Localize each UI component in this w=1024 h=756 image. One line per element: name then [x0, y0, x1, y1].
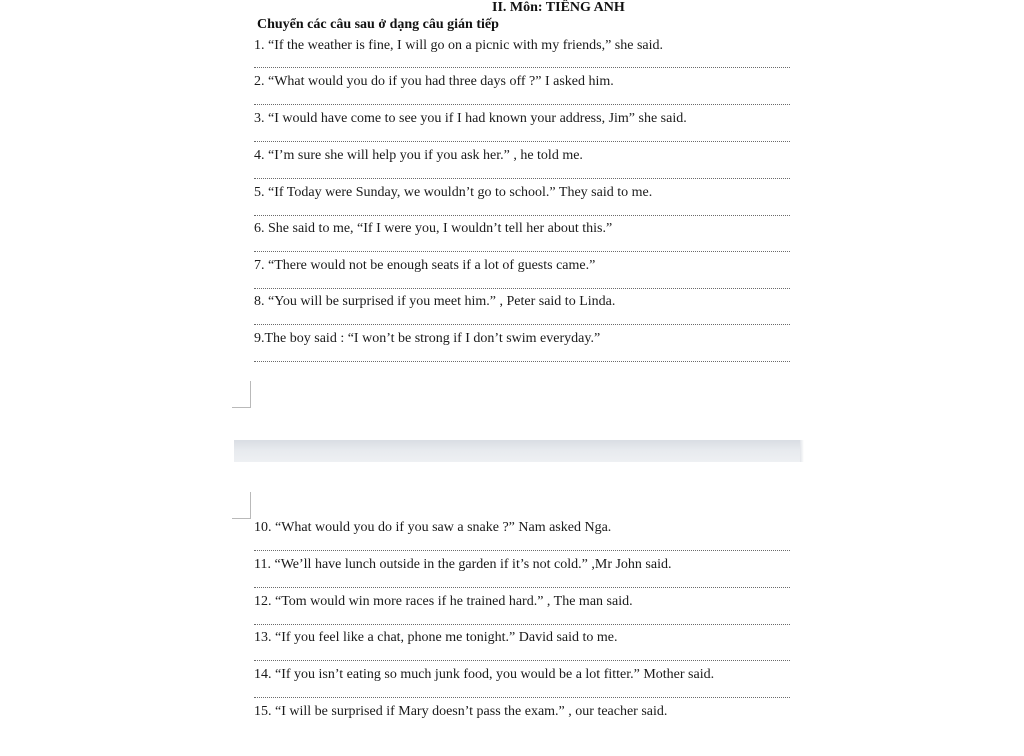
answer-line[interactable]	[254, 324, 790, 325]
question-item: 1. “If the weather is fine, I will go on a picnic with my friends,” she said.	[254, 38, 663, 53]
answer-line[interactable]	[254, 215, 790, 216]
question-item: 13. “If you feel like a chat, phone me tonight.” David said to me.	[254, 630, 618, 645]
answer-line[interactable]	[254, 361, 790, 362]
question-item: 8. “You will be surprised if you meet him.” , Peter said to Linda.	[254, 294, 616, 309]
answer-line[interactable]	[254, 697, 790, 698]
page-break-gap	[234, 440, 800, 462]
document-page-1	[234, 0, 800, 440]
question-item: 3. “I would have come to see you if I had known your address, Jim” she said.	[254, 111, 687, 126]
subject-title: II. Môn: TIẾNG ANH	[492, 0, 625, 15]
question-item: 5. “If Today were Sunday, we wouldn’t go to school.” They said to me.	[254, 185, 653, 200]
answer-line[interactable]	[254, 587, 790, 588]
page-margin-corner-mark	[232, 381, 251, 408]
question-item: 6. She said to me, “If I were you, I wouldn’t tell her about this.”	[254, 221, 613, 236]
answer-line[interactable]	[254, 660, 790, 661]
question-item: 4. “I’m sure she will help you if you ask her.” , he told me.	[254, 148, 583, 163]
answer-line[interactable]	[254, 104, 790, 105]
question-item: 9.The boy said : “I won’t be strong if I don’t swim everyday.”	[254, 331, 601, 346]
answer-line[interactable]	[254, 624, 790, 625]
page-margin-corner-mark	[232, 492, 251, 519]
answer-line[interactable]	[254, 178, 790, 179]
question-item: 10. “What would you do if you saw a snake ?” Nam asked Nga.	[254, 520, 612, 535]
answer-line[interactable]	[254, 141, 790, 142]
answer-line[interactable]	[254, 67, 790, 68]
question-item: 15. “I will be surprised if Mary doesn’t pass the exam.” , our teacher said.	[254, 704, 668, 719]
page-shadow	[800, 440, 804, 462]
answer-line[interactable]	[254, 288, 790, 289]
question-item: 2. “What would you do if you had three days off ?” I asked him.	[254, 74, 614, 89]
exercise-instruction: Chuyển các câu sau ở dạng câu gián tiếp	[257, 17, 499, 32]
question-item: 12. “Tom would win more races if he trained hard.” , The man said.	[254, 594, 633, 609]
question-item: 11. “We’ll have lunch outside in the garden if it’s not cold.” ,Mr John said.	[254, 557, 672, 572]
question-item: 14. “If you isn’t eating so much junk food, you would be a lot fitter.” Mother said.	[254, 667, 715, 682]
answer-line[interactable]	[254, 251, 790, 252]
question-item: 7. “There would not be enough seats if a lot of guests came.”	[254, 258, 596, 273]
answer-line[interactable]	[254, 550, 790, 551]
